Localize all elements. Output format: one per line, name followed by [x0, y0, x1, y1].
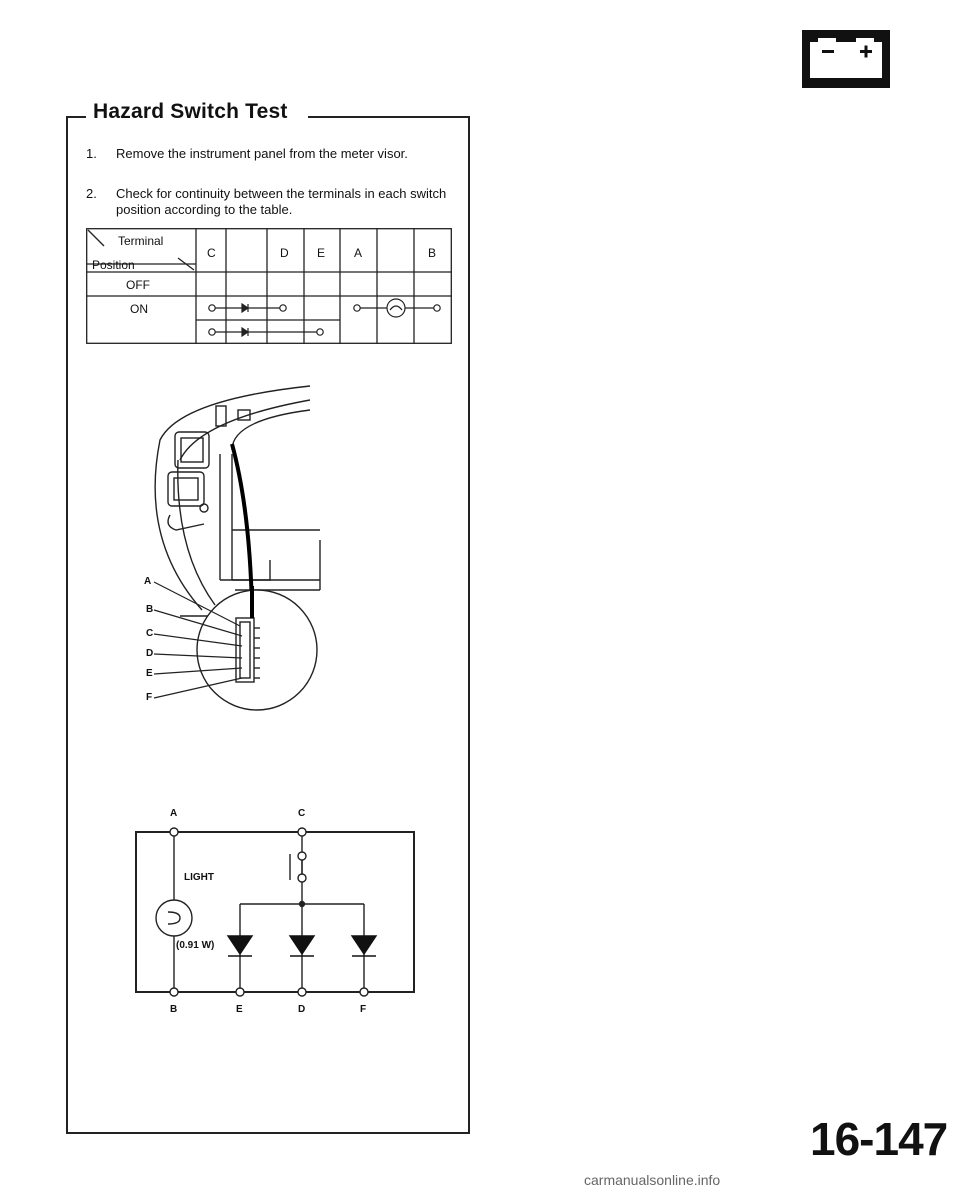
step-2 — [86, 186, 466, 220]
terminal-b-label: B — [170, 1004, 178, 1015]
step-number: 1. — [86, 146, 97, 161]
terminal-c-label: C — [298, 808, 306, 819]
section-title: Hazard Switch Test — [93, 100, 288, 123]
continuity-table — [86, 228, 452, 344]
pin-label-e: E — [146, 668, 153, 679]
bulb-rating-label: (0.91 W) — [176, 940, 215, 951]
pin-label-c: C — [146, 628, 154, 639]
pin-label-f: F — [146, 692, 153, 703]
light-label: LIGHT — [184, 872, 214, 883]
column-d: D — [280, 246, 289, 260]
connector-location-diagram — [120, 380, 360, 720]
terminal-d-label: D — [298, 1004, 306, 1015]
battery-icon — [800, 28, 892, 90]
column-c: C — [207, 246, 216, 260]
terminal-f-label: F — [360, 1004, 367, 1015]
pin-label-d: D — [146, 648, 154, 659]
column-a: A — [354, 246, 363, 260]
header-position: Position — [92, 258, 135, 272]
row-on: ON — [130, 302, 148, 316]
page-number: 16-147 — [810, 1113, 948, 1165]
header-terminal: Terminal — [118, 234, 164, 248]
watermark: carmanualsonline.info — [584, 1172, 721, 1188]
pin-label-b: B — [146, 604, 154, 615]
step-text: Check for continuity between the terminals in each switch position according to the table. — [116, 186, 447, 217]
column-e: E — [317, 246, 326, 260]
frame-top-rule — [308, 116, 468, 118]
step-1 — [86, 146, 466, 166]
frame-top-rule — [66, 116, 86, 118]
hazard-switch-schematic — [130, 808, 420, 1020]
terminal-e-label: E — [236, 1004, 243, 1015]
step-number: 2. — [86, 186, 97, 201]
row-off: OFF — [126, 278, 150, 292]
pin-label-a: A — [144, 576, 152, 587]
step-text: Remove the instrument panel from the meter visor. — [116, 146, 408, 161]
column-b: B — [428, 246, 437, 260]
terminal-a-label: A — [170, 808, 178, 819]
